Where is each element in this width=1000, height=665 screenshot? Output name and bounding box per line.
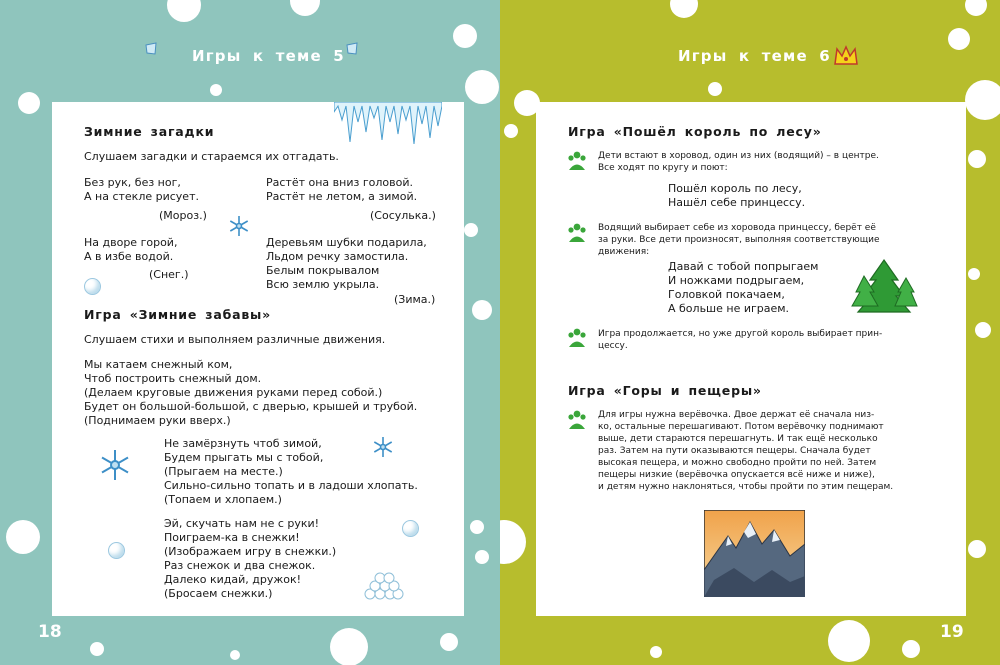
poem-line: (Бросаем снежки.) <box>164 587 273 600</box>
children-group-icon <box>566 223 588 243</box>
right-content-panel <box>536 102 966 616</box>
ice-crystal-icon <box>144 42 158 56</box>
riddle-line: На дворе горой, <box>84 236 178 249</box>
instruction-line: за руки. Все дети произносят, выполняя соответствующие <box>598 235 880 245</box>
section-title: Игра «Горы и пещеры» <box>568 383 762 398</box>
snowflake-icon <box>98 448 132 482</box>
right-page <box>500 0 1000 665</box>
poem-line: Будем прыгать мы с тобой, <box>164 451 324 464</box>
instruction-line: выше, дети стараются перешагнуть. И так ещё несколько <box>598 434 878 444</box>
song-line: Давай с тобой попрыгаем <box>668 260 819 273</box>
snowball-icon <box>402 520 419 537</box>
riddle-line: Льдом речку замостила. <box>266 250 409 263</box>
section-title: Зимние загадки <box>84 124 215 139</box>
poem-line: Будет он большой-большой, с дверью, крышей и трубой. <box>84 400 418 413</box>
poem-line: Не замёрзнуть чтоб зимой, <box>164 437 322 450</box>
snowball-icon <box>108 542 125 559</box>
instruction-line: движения: <box>598 247 650 257</box>
riddle-line: А на стекле рисует. <box>84 190 199 203</box>
riddle-line: А в избе водой. <box>84 250 174 263</box>
instruction-line: пещеры низкие (верёвочка опускается всё ниже и ниже), <box>598 470 875 480</box>
poem-line: Мы катаем снежный ком, <box>84 358 233 371</box>
instruction-line: ко, остальные перешагивают. Потом верёвочку поднимают <box>598 422 884 432</box>
section-intro: Слушаем загадки и стараемся их отгадать. <box>84 150 339 163</box>
poem-line: (Делаем круговые движения руками перед собой.) <box>84 386 383 399</box>
snowball-icon <box>84 278 101 295</box>
song-line: Нашёл себе принцессу. <box>668 196 806 209</box>
instruction-line: и детям нужно наклоняться, чтобы пройти по этим пещерам. <box>598 482 894 492</box>
instruction-line: Дети встают в хоровод, один из них (водящий) – в центре. <box>598 151 879 161</box>
section-title: Игра «Пошёл король по лесу» <box>568 124 822 139</box>
icicles-icon <box>334 102 442 148</box>
poem-line: Далеко кидай, дружок! <box>164 573 302 586</box>
poem-line: (Топаем и хлопаем.) <box>164 493 282 506</box>
riddle-answer: (Снег.) <box>149 268 189 281</box>
riddle-line: Белым покрывалом <box>266 264 380 277</box>
poem-line: Поиграем-ка в снежки! <box>164 531 300 544</box>
riddle-answer: (Мороз.) <box>159 209 207 222</box>
song-line: Пошёл король по лесу, <box>668 182 802 195</box>
snowball-pile-icon <box>364 570 404 600</box>
riddle-line: Без рук, без ног, <box>84 176 181 189</box>
instruction-line: высокая пещера, и можно свободно пройти по ней. Затем <box>598 458 877 468</box>
song-line: А больше не играем. <box>668 302 790 315</box>
children-group-icon <box>566 328 588 348</box>
instruction-line: раз. Затем на пути оказываются пещеры. Сначала будет <box>598 446 871 456</box>
children-group-icon <box>566 151 588 171</box>
instruction-line: цессу. <box>598 341 628 351</box>
poem-line: (Поднимаем руки вверх.) <box>84 414 231 427</box>
mountains-image <box>704 510 805 597</box>
page-number: 19 <box>940 622 964 642</box>
ice-crystal-icon <box>345 42 359 56</box>
riddle-line: Растёт не летом, а зимой. <box>266 190 418 203</box>
snowflake-icon <box>372 436 394 458</box>
instruction-line: Все ходят по кругу и поют: <box>598 163 728 173</box>
instruction-line: Водящий выбирает себе из хоровода принцессу, берёт её <box>598 223 876 233</box>
song-line: И ножками подрыгаем, <box>668 274 805 287</box>
left-content-panel <box>52 102 464 616</box>
section-title: Игра «Зимние забавы» <box>84 307 272 322</box>
poem-line: (Прыгаем на месте.) <box>164 465 283 478</box>
page-header: Игры к теме 6 <box>678 47 831 65</box>
instruction-line: Игра продолжается, но уже другой король выбирает прин- <box>598 329 883 339</box>
poem-line: Чтоб построить снежный дом. <box>84 372 262 385</box>
page-header: Игры к теме 5 <box>192 47 345 65</box>
crown-icon <box>833 44 859 68</box>
snowflake-icon <box>228 215 250 237</box>
riddle-line: Всю землю укрыла. <box>266 278 380 291</box>
riddle-answer: (Сосулька.) <box>370 209 436 222</box>
poem-line: (Изображаем игру в снежки.) <box>164 545 337 558</box>
instruction-line: Для игры нужна верёвочка. Двое держат её сначала низ- <box>598 410 875 420</box>
riddle-line: Деревьям шубки подарила, <box>266 236 427 249</box>
riddle-line: Растёт она вниз головой. <box>266 176 413 189</box>
poem-line: Раз снежок и два снежок. <box>164 559 316 572</box>
song-line: Головкой покачаем, <box>668 288 785 301</box>
poem-line: Эй, скучать нам не с руки! <box>164 517 320 530</box>
children-group-icon <box>566 410 588 430</box>
fir-trees-icon <box>850 258 918 314</box>
poem-line: Сильно-сильно топать и в ладоши хлопать. <box>164 479 418 492</box>
riddle-answer: (Зима.) <box>394 293 436 306</box>
section-intro: Слушаем стихи и выполняем различные движения. <box>84 333 386 346</box>
page-number: 18 <box>38 622 62 642</box>
